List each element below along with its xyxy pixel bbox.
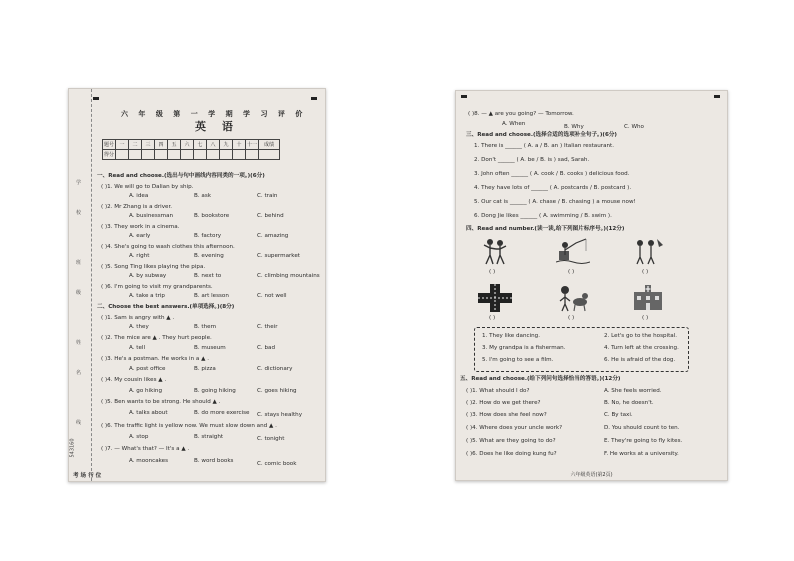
question-text: ( )3. He's a postman. He works in a ▲ .: [101, 356, 209, 362]
option: A. they: [129, 324, 149, 330]
dog-picture: [556, 284, 590, 312]
registration-mark: [311, 97, 317, 100]
score-cell: 四: [155, 140, 168, 150]
score-blank: [259, 150, 280, 160]
answer-bracket: ( ): [489, 315, 496, 321]
answer-bracket: ( ): [568, 269, 575, 275]
question-text: ( )2. Mr Zhang is a driver.: [101, 204, 173, 210]
question-text: ( )3. How does she feel now?: [466, 412, 547, 418]
fisherman-picture: [556, 237, 590, 265]
question-text: ( )4. My cousin likes ▲ .: [101, 377, 167, 383]
page-footer: 六年级英语(第2页): [570, 472, 613, 478]
option: A. right: [129, 253, 150, 259]
score-cell: 八: [207, 140, 220, 150]
score-table-score-row: [103, 150, 280, 160]
score-blank: [155, 150, 168, 160]
score-cell: 九: [220, 140, 233, 150]
question-text: ( )7. — What's that? — It's a ▲ .: [101, 446, 190, 452]
option: A. idea: [129, 193, 149, 199]
option: B. bookstore: [194, 213, 230, 219]
binder-label: 级: [76, 290, 82, 296]
binder-label: 名: [76, 370, 82, 376]
question-text: ( )4. She's going to wash clothes this afternoon.: [101, 244, 235, 250]
section-3-heading: 三、Read and choose.(选择合适的选项补全句子。)(6分): [466, 132, 617, 138]
score-cell: 十: [233, 140, 246, 150]
score-cell: 题号: [103, 140, 116, 150]
option: A. post office: [129, 366, 166, 372]
option: A. When: [502, 121, 526, 127]
option: C. Who: [624, 124, 644, 130]
sentence: 1. There is ______ ( A. a / B. an ) Italian restaurant.: [474, 143, 615, 149]
option: C. climbing mountains: [257, 273, 320, 279]
option: A. businessman: [129, 213, 174, 219]
section-2-heading: 二、Choose the best answers.(单项选择。)(8分): [97, 304, 235, 310]
bottom-label: 考 场 行 位: [73, 473, 102, 479]
option: C. tonight: [257, 436, 285, 442]
answer-bracket: ( ): [568, 315, 575, 321]
option: B. art lesson: [194, 293, 229, 299]
option: B. straight: [194, 434, 224, 440]
question-text: ( )2. How do we get there?: [466, 400, 541, 406]
option: B. Why: [564, 124, 584, 130]
answer-option: E. They're going to fly kites.: [604, 438, 683, 444]
option: B. next to: [194, 273, 222, 279]
registration-mark: [714, 95, 720, 98]
question-text: ( )8. — ▲ are you going? — Tomorrow.: [468, 111, 574, 117]
option: A. talks about: [129, 410, 168, 416]
section-1-heading: 一、Read and choose.(选出与句中画线内容同类的一项。)(6分): [97, 173, 265, 179]
sentence: 5. Our cat is ______ ( A. chase / B. chasing ) a mouse now!: [474, 199, 636, 205]
sentence: 6. He is afraid of the dog.: [604, 357, 676, 363]
option: C. bad: [257, 345, 275, 351]
score-blank: [246, 150, 259, 160]
score-cell: 七: [194, 140, 207, 150]
option: A. tell: [129, 345, 146, 351]
option: C. behind: [257, 213, 284, 219]
crossing-picture: [478, 284, 512, 312]
score-blank: [142, 150, 155, 160]
question-text: ( )1. What should I do?: [466, 388, 530, 394]
option: C. supermarket: [257, 253, 300, 259]
sentence: 1. They like dancing.: [482, 333, 541, 339]
sentence: 3. My grandpa is a fisherman.: [482, 345, 566, 351]
answer-bracket: ( ): [489, 269, 496, 275]
binder-label: 校: [76, 210, 82, 216]
score-blank: [233, 150, 246, 160]
subject-title: 英 语: [195, 120, 239, 133]
answer-option: D. You should count to ten.: [604, 425, 680, 431]
binder-label: 学: [76, 180, 82, 186]
option: B. evening: [194, 253, 224, 259]
section-5-heading: 五、Read and choose.(给下列问句选择恰当的答语。)(12分): [460, 376, 621, 382]
score-blank: [129, 150, 142, 160]
option: B. factory: [194, 233, 222, 239]
binder-label: 姓: [76, 340, 82, 346]
answer-option: C. By taxi.: [604, 412, 633, 418]
option: A. go hiking: [129, 388, 163, 394]
score-table-header-row: [103, 140, 280, 150]
answer-option: F. He works at a university.: [604, 451, 679, 457]
sentence: 2. Don't ______ ( A. be / B. is ) sad, Sarah.: [474, 157, 590, 163]
option: B. museum: [194, 345, 226, 351]
sentence: 3. John often ______ ( A. cook / B. cooks ) delicious food.: [474, 171, 630, 177]
score-blank: [207, 150, 220, 160]
option: A. by subway: [129, 273, 167, 279]
exam-page-2: [455, 90, 728, 481]
question-text: ( )3. They work in a cinema.: [101, 224, 180, 230]
dancing-picture: [478, 237, 512, 265]
question-text: ( )5. Song Ting likes playing the pipa.: [101, 264, 206, 270]
binding-margin: [69, 89, 92, 481]
side-code: 543160: [69, 438, 76, 458]
answer-bracket: ( ): [642, 269, 649, 275]
film-picture: [631, 237, 665, 265]
score-blank: [220, 150, 233, 160]
option: C. goes hiking: [257, 388, 297, 394]
score-table: [102, 139, 280, 160]
question-text: ( )2. The mice are ▲ . They hurt people.: [101, 335, 212, 341]
answer-bracket: ( ): [642, 315, 649, 321]
section-4-heading: 四、Read and number.(读一读,给下列图片标序号。)(12分): [466, 226, 625, 232]
question-text: ( )6. I'm going to visit my grandparents.: [101, 284, 213, 290]
option: C. comic book: [257, 461, 297, 467]
sentence: 5. I'm going to see a film.: [482, 357, 554, 363]
option: B. word books: [194, 458, 234, 464]
score-cell: 五: [168, 140, 181, 150]
option: A. mooncakes: [129, 458, 169, 464]
option: A. stop: [129, 434, 149, 440]
binder-label: 线: [76, 420, 82, 426]
score-blank: [194, 150, 207, 160]
sentence: 4. They have lots of ______ ( A. postcards / B. postcard ).: [474, 185, 632, 191]
registration-mark: [93, 97, 99, 100]
option: A. take a trip: [129, 293, 165, 299]
option: C. stays healthy: [257, 412, 303, 418]
score-blank: [168, 150, 181, 160]
question-text: ( )1. We will go to Dalian by ship.: [101, 184, 194, 190]
score-cell: 得分: [103, 150, 116, 160]
score-cell: 六: [181, 140, 194, 150]
option: B. them: [194, 324, 217, 330]
question-text: ( )1. Sam is angry with ▲ .: [101, 315, 175, 321]
binder-label: 班: [76, 260, 82, 266]
option: C. not well: [257, 293, 287, 299]
score-cell: 一: [116, 140, 129, 150]
option: A. early: [129, 233, 151, 239]
answer-option: A. She feels worried.: [604, 388, 662, 394]
question-text: ( )6. Does he like doing kung fu?: [466, 451, 557, 457]
score-cell: 成绩: [259, 140, 280, 150]
answer-option: B. No, he doesn't.: [604, 400, 654, 406]
score-cell: 二: [129, 140, 142, 150]
sentence: 2. Let's go to the hospital.: [604, 333, 678, 339]
exam-title: 六 年 级 第 一 学 期 学 习 评 价: [121, 110, 307, 118]
option: B. do more exercise: [194, 410, 250, 416]
option: C. their: [257, 324, 278, 330]
question-text: ( )6. The traffic light is yellow now. We must slow down and ▲ .: [101, 423, 277, 429]
option: C. amazing: [257, 233, 289, 239]
option: C. dictionary: [257, 366, 293, 372]
registration-mark: [461, 95, 467, 98]
option: C. train: [257, 193, 278, 199]
score-cell: 十一: [246, 140, 259, 150]
score-blank: [181, 150, 194, 160]
question-text: ( )5. What are they going to do?: [466, 438, 556, 444]
exam-page-1: [68, 88, 326, 482]
option: B. ask: [194, 193, 211, 199]
hospital-picture: [631, 284, 665, 312]
sentence: 6. Dong Jie likes ______ ( A. swimming / B. swim ).: [474, 213, 612, 219]
score-blank: [116, 150, 129, 160]
option: B. pizza: [194, 366, 216, 372]
question-text: ( )4. Where does your uncle work?: [466, 425, 563, 431]
question-text: ( )5. Ben wants to be strong. He should ▲ .: [101, 399, 221, 405]
option: B. going hiking: [194, 388, 236, 394]
score-cell: 三: [142, 140, 155, 150]
sentence: 4. Turn left at the crossing.: [604, 345, 679, 351]
